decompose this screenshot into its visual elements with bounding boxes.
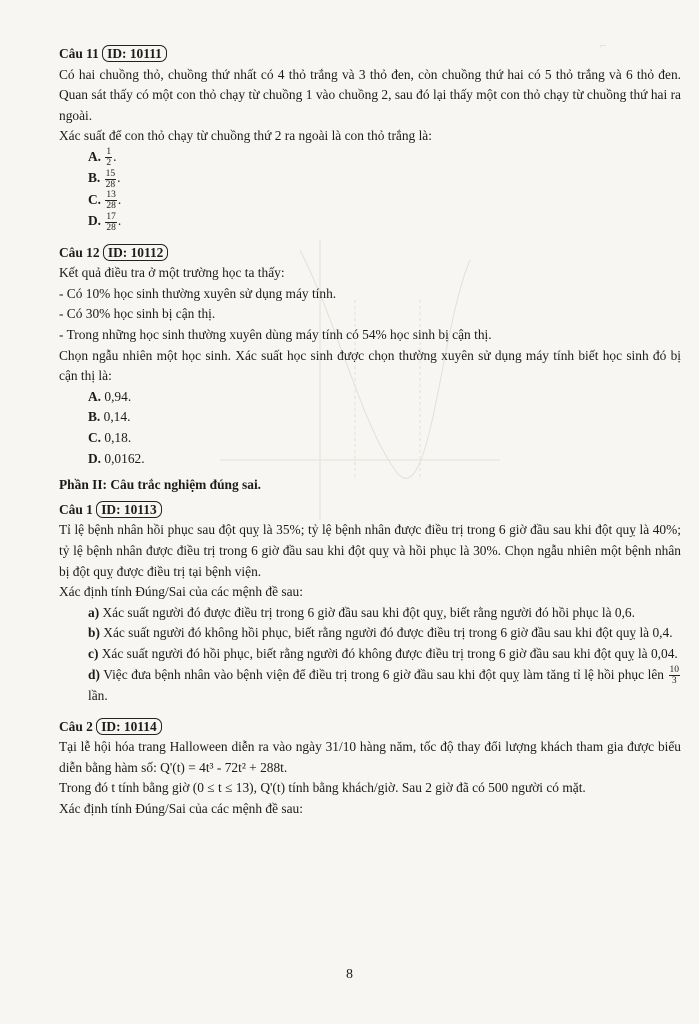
question-id-badge: ID: 10114	[96, 718, 161, 735]
question-11-prompt: Xác suất để con thỏ chạy từ chuồng thứ 2 ra ngoài là con thỏ trắng là:	[59, 128, 432, 144]
question-11-header	[59, 44, 681, 65]
statement-b: b) Xác suất người đó không hồi phục, biết rằng người đó được điều trị trong 6 giờ đầu sau khi đột quỵ là 0,4.	[88, 625, 673, 641]
question-12-header	[59, 243, 681, 264]
statement-a: a) Xác suất người đó được điều trị trong 6 giờ đầu sau khi đột quỵ, biết rằng người đó hồi phục là 0,6.	[88, 604, 635, 620]
question-id-badge: ID: 10111	[102, 45, 167, 62]
question-2-header	[59, 717, 681, 738]
question-11-options	[59, 147, 681, 233]
statement-c: c) Xác suất người đó hồi phục, biết rằng người đó không được điều trị trong 6 giờ đầu sau khi đột quỵ là 0,04.	[88, 645, 678, 661]
option-c: C. 0,18.	[88, 430, 132, 445]
page-content	[59, 40, 681, 820]
section-heading: Phần II: Câu trắc nghiệm đúng sai.	[59, 477, 262, 493]
question-2-text-2: Trong đó t tính bằng giờ (0 ≤ t ≤ 13), Q'(t) tính bằng khách/giờ. Sau 2 giờ đã có 500 người có mặt.	[59, 780, 586, 796]
option-b: B. 0,14.	[88, 409, 131, 425]
question-12-line: - Có 30% học sinh bị cận thị.	[59, 306, 216, 322]
question-label: Câu 11	[59, 46, 99, 61]
page-number: 8	[346, 967, 353, 982]
question-1-header	[59, 500, 681, 521]
question-2-text: Tại lễ hội hóa trang Halloween diễn ra vào ngày 31/10 hàng năm, tốc độ thay đổi lượng khách tham gia được biểu diễn bằng hàm số: Q'(t) = 4t³ - 72t² + 288t.	[59, 739, 681, 775]
question-11-text: Có hai chuồng thỏ, chuồng thứ nhất có 4 thỏ trắng và 3 thỏ đen, còn chuồng thứ hai có 5 thỏ trắng và 6 thỏ đen. Quan sát thấy có một con thỏ chạy từ chuồng 1 vào chuồng 2, sau đó lại thấy một con thỏ chạy từ chuồng thứ hai ra ngoài.	[59, 66, 681, 123]
question-2-prompt: Xác định tính Đúng/Sai của các mệnh đề sau:	[59, 800, 303, 816]
question-12-line: Kết quả điều tra ở một trường học ta thấy:	[59, 265, 285, 281]
option-d: D. $\frac{17}{28}$ .	[88, 211, 122, 233]
option-b: B. $\frac{15}{28}$ .	[88, 168, 121, 190]
bleed-through-mark: ⌐	[600, 40, 607, 52]
option-c: C. $\frac{13}{28}$ .	[88, 190, 122, 212]
question-12-prompt: Chọn ngẫu nhiên một học sinh. Xác suất học sinh được chọn thường xuyên sử dụng máy tính biết học sinh đó bị cận thị là:	[59, 347, 681, 384]
question-id-badge: ID: 10113	[96, 501, 161, 518]
option-a: A. $\frac{1}{2}$ .	[88, 147, 117, 169]
statement-d: d) Việc đưa bệnh nhân vào bệnh viện để điều trị trong 6 giờ đầu sau khi đột quỵ làm tăng tỉ lệ hồi phục lên $\frac{10}{3}$ lần.	[88, 664, 679, 703]
question-12-line: - Trong những học sinh thường xuyên dùng máy tính có 54% học sinh bị cận thị.	[59, 327, 492, 343]
question-label: Câu 12	[59, 244, 100, 260]
question-label: Câu 1	[59, 501, 93, 517]
question-1-text: Tỉ lệ bệnh nhân hồi phục sau đột quỵ là 35%; tỷ lệ bệnh nhân được điều trị trong 6 giờ đầu sau khi đột quỵ là 40%; tỷ lệ bệnh nhân được điều trị trong 6 giờ đầu sau khi đột quỵ và hồi phục là 30%. Chọn ngẫu nhiên một bệnh nhân bị đột quỵ được điều trị tại bệnh viện.	[59, 522, 681, 579]
question-1-prompt: Xác định tính Đúng/Sai của các mệnh đề sau:	[59, 584, 303, 600]
question-12-options	[59, 387, 681, 469]
option-d: D. 0,0162.	[88, 450, 145, 466]
question-label: Câu 2	[59, 718, 93, 734]
question-12-line: - Có 10% học sinh thường xuyên sử dụng máy tính.	[59, 285, 337, 301]
option-a: A. 0,94.	[88, 388, 132, 404]
question-id-badge: ID: 10112	[103, 244, 168, 261]
